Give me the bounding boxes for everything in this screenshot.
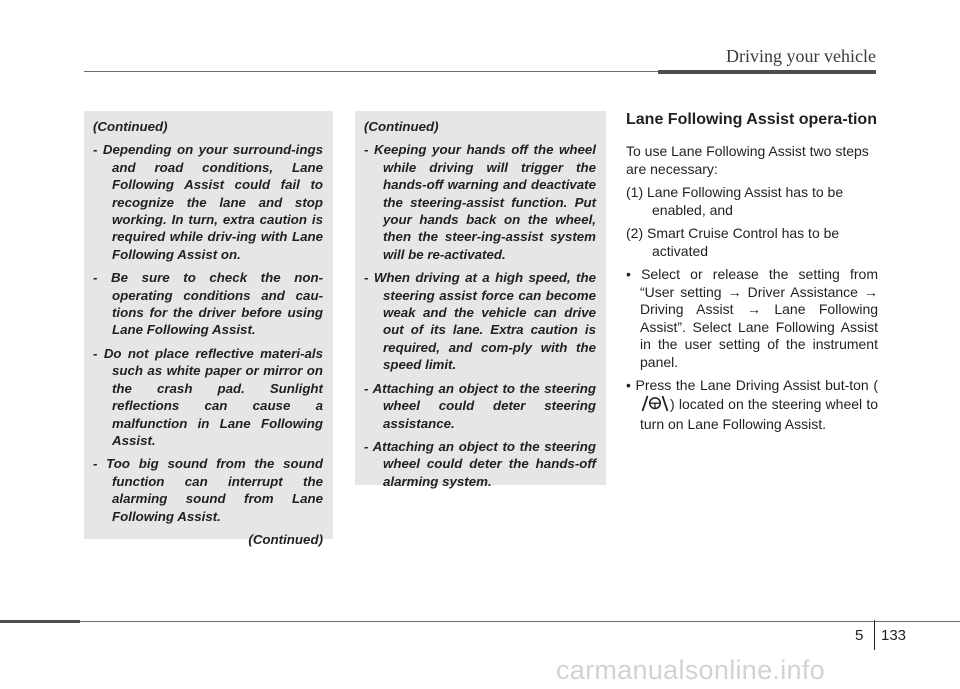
arrow-icon: → [864, 283, 879, 300]
caution-item: - Depending on your surround-ings and road conditions, Lane Following Assist could fail to recognize the lane and stop working. In turn, extra caution is required while driv-ing with Lane Following Assist on. [93, 142, 323, 262]
footer-rule-accent [0, 620, 80, 623]
bullet-button-text: • Press the Lane Driving Assist but-ton ( [626, 377, 878, 393]
bullet-settings-text: Driving Assist [640, 301, 734, 317]
caution-item: - Be sure to check the non-operating conditions and cau-tions for the driver before using Lane Following Assist. [93, 270, 323, 338]
bullet-settings-text: Driver Assistance [747, 283, 858, 300]
section-heading: Lane Following Assist opera-tion [626, 111, 877, 128]
page-divider [874, 620, 875, 650]
caution-box-left [84, 111, 333, 547]
page-number: 133 [881, 627, 907, 644]
page-header-title: Driving your vehicle [726, 46, 876, 66]
bullet-settings [626, 266, 878, 371]
caution-item: - Too big sound from the sound function can interrupt the alarming sound from Lane Following Assist. [93, 456, 323, 524]
caution-item: - Attaching an object to the steering wheel could deter the hands-off alarming system. [364, 438, 596, 489]
continued-label: (Continued) [248, 531, 323, 547]
caution-item: - Do not place reflective materi-als such as white paper or mirror on the crash pad. Sunlight reflections can cause a malfunction in Lane Following Assist. [93, 345, 323, 448]
caution-item: - When driving at a high speed, the steering assist force can become weak and the vehicle can drive out of its lane. Extra caution is required, and com-ply with the speed limit. [364, 270, 596, 373]
bullet-settings-text: Lane Following Assist”. Select Lane Following Assist in the user setting of the instrument panel. [640, 301, 879, 370]
continued-label: (Continued) [93, 119, 168, 134]
bullet-button-text: ) located on the steering wheel to turn on Lane Following Assist. [640, 395, 878, 432]
chapter-number: 5 [855, 627, 864, 644]
intro-text: To use Lane Following Assist two steps are necessary: [626, 143, 869, 177]
step-2: (2) Smart Cruise Control has to be activated [626, 225, 840, 259]
step-1: (1) Lane Following Assist has to be enabled, and [626, 184, 844, 218]
caution-item: - Attaching an object to the steering wheel could deter steering assistance. [364, 380, 596, 431]
bullet-button [626, 377, 878, 434]
arrow-icon: → [727, 283, 742, 300]
operation-section [626, 111, 878, 440]
arrow-icon: → [746, 301, 761, 317]
continued-label: (Continued) [364, 119, 439, 134]
header-rule-accent [658, 70, 876, 74]
watermark: carmanualsonline.info [556, 655, 825, 685]
footer-rule [0, 621, 960, 622]
caution-item: - Keeping your hands off the wheel while driving will trigger the hands-off warning and deactivate the steering-assist function. Put your hands back on the wheel, then the steer-ing-assist system will be re-activated. [364, 142, 596, 262]
caution-box-middle [355, 111, 606, 489]
lane-following-assist-icon [640, 395, 670, 417]
bullet-settings-text: • Select or release the setting from “User setting [626, 266, 878, 300]
